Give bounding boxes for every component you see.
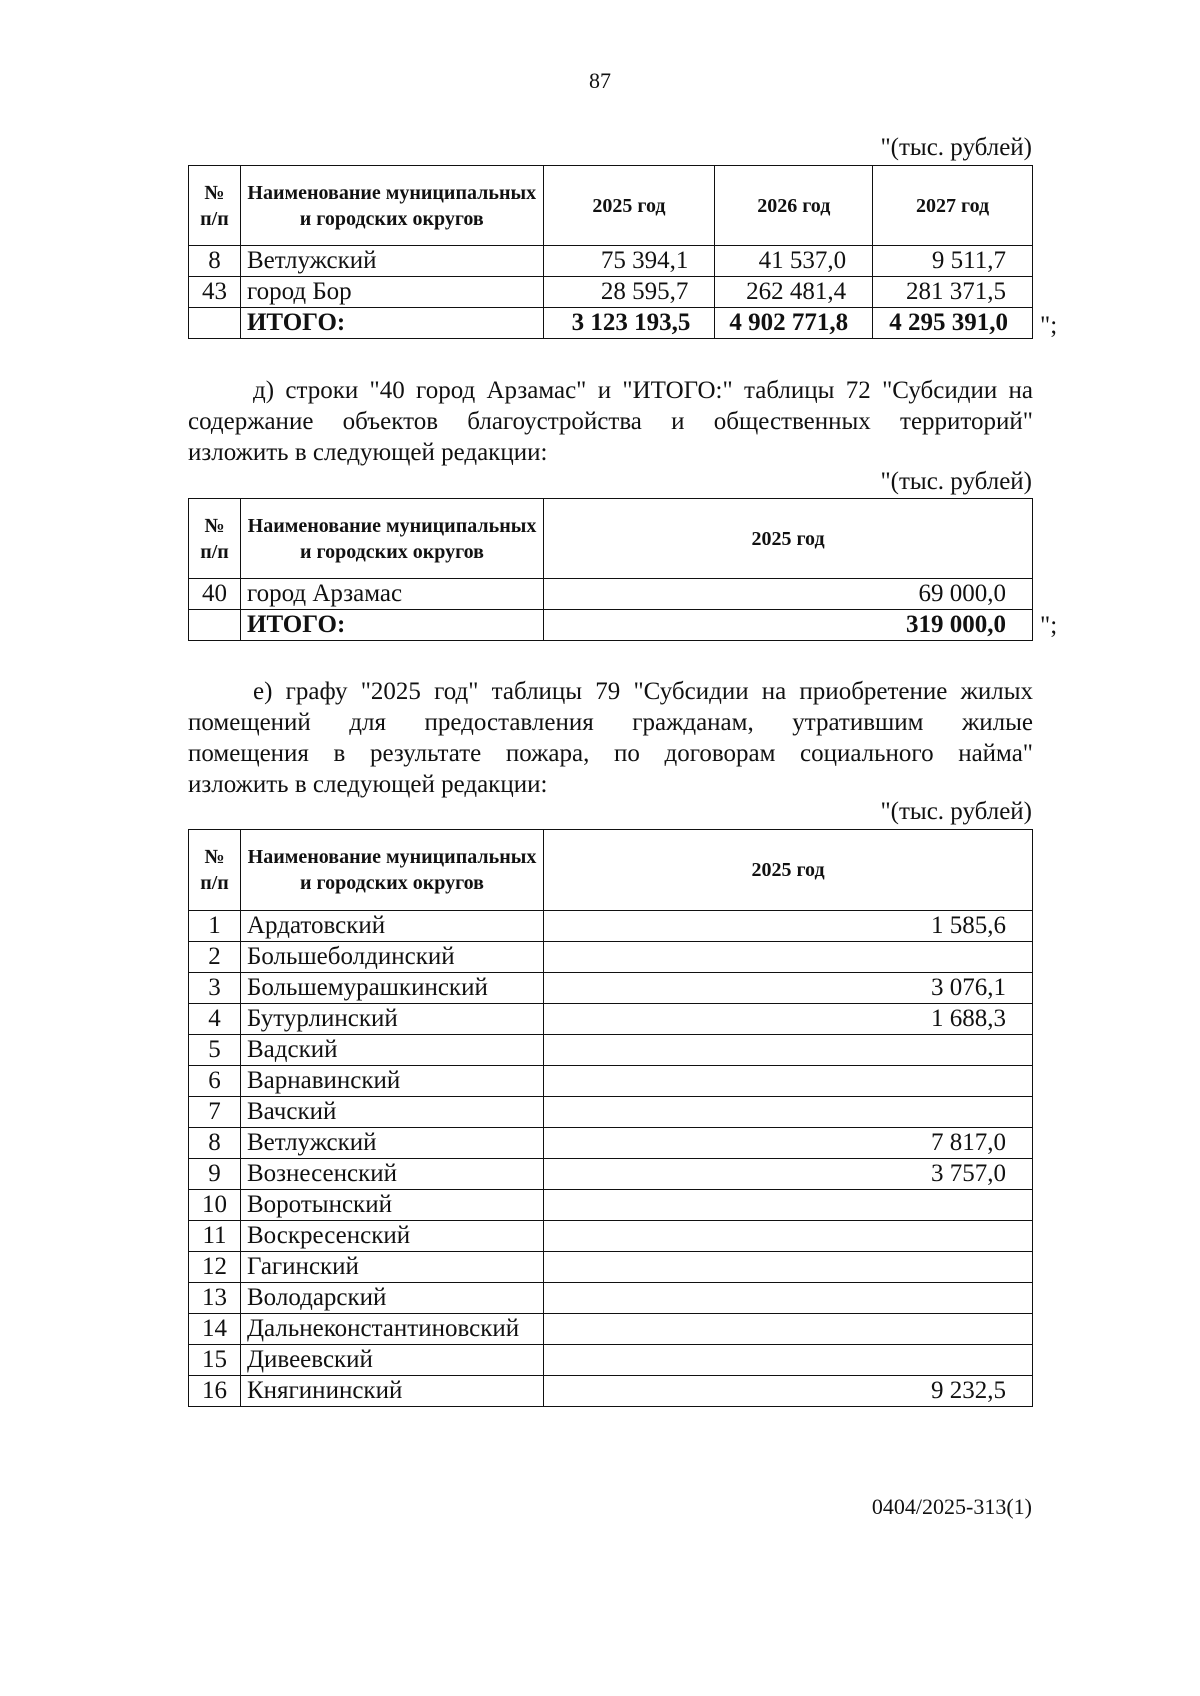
table-row xyxy=(189,1283,1033,1314)
row-num: 16 xyxy=(189,1376,241,1407)
row-2025 xyxy=(544,1035,1033,1066)
row-num: 6 xyxy=(189,1066,241,1097)
row-2025 xyxy=(544,1221,1033,1252)
total-2026: 4 902 771,8 xyxy=(715,308,873,339)
row-num: 1 xyxy=(189,911,241,942)
row-2025: 28 595,7 xyxy=(543,277,715,308)
unit-label: "(тыс. рублей) xyxy=(880,134,1032,161)
close-mark: "; xyxy=(1040,612,1058,639)
header-name: Наименование муниципальных и городских округов xyxy=(241,499,544,579)
table-row xyxy=(189,1376,1033,1407)
table-1 xyxy=(188,165,1033,339)
row-2025: 1 688,3 xyxy=(544,1004,1033,1035)
table-row xyxy=(189,973,1033,1004)
header-2025: 2025 год xyxy=(543,166,715,246)
row-name: Ардатовский xyxy=(241,911,544,942)
table-row xyxy=(189,911,1033,942)
row-name: Варнавинский xyxy=(241,1066,544,1097)
table-row xyxy=(189,1252,1033,1283)
total-label: ИТОГО: xyxy=(241,610,544,641)
row-name: Дальнеконстантиновский xyxy=(241,1314,544,1345)
row-2025 xyxy=(544,1345,1033,1376)
row-2026: 41 537,0 xyxy=(715,246,873,277)
unit-label: "(тыс. рублей) xyxy=(880,468,1032,495)
header-name: Наименование муниципальных и городских округов xyxy=(241,830,544,911)
paragraph-line: помещений для предоставления гражданам, утратившим жилые xyxy=(188,709,1033,736)
table-row xyxy=(189,1097,1033,1128)
row-2025 xyxy=(544,1097,1033,1128)
row-name: город Арзамас xyxy=(241,579,544,610)
row-num: 40 xyxy=(189,579,241,610)
paragraph-e xyxy=(188,676,1033,800)
row-name: Ветлужский xyxy=(241,1128,544,1159)
row-num: 4 xyxy=(189,1004,241,1035)
paragraph-line: содержание объектов благоустройства и общественных территорий" xyxy=(188,408,1033,435)
row-num: 7 xyxy=(189,1097,241,1128)
header-num: № п/п xyxy=(189,499,241,579)
table-row xyxy=(189,1345,1033,1376)
row-name: город Бор xyxy=(240,277,543,308)
row-num: 13 xyxy=(189,1283,241,1314)
document-code: 0404/2025-313(1) xyxy=(871,1494,1032,1519)
header-2025: 2025 год xyxy=(544,830,1033,911)
table-row xyxy=(189,246,1033,277)
table-row xyxy=(189,579,1033,610)
row-num: 8 xyxy=(189,1128,241,1159)
paragraph-line: помещения в результате пожара, по договорам социального найма" xyxy=(188,740,1033,767)
row-2025 xyxy=(544,1252,1033,1283)
page-number: 87 xyxy=(589,68,611,93)
table-row xyxy=(189,1035,1033,1066)
table-row xyxy=(189,942,1033,973)
total-row xyxy=(189,610,1033,641)
total-2025: 319 000,0 xyxy=(544,610,1033,641)
row-name: Гагинский xyxy=(241,1252,544,1283)
row-num: 9 xyxy=(189,1159,241,1190)
paragraph-line: изложить в следующей редакции: xyxy=(188,439,548,466)
row-num: 15 xyxy=(189,1345,241,1376)
row-2025: 7 817,0 xyxy=(544,1128,1033,1159)
row-name: Княгининский xyxy=(241,1376,544,1407)
table-row xyxy=(189,1128,1033,1159)
table-row xyxy=(189,1221,1033,1252)
row-2025: 3 076,1 xyxy=(544,973,1033,1004)
row-2025: 75 394,1 xyxy=(543,246,715,277)
header-2026: 2026 год xyxy=(715,166,873,246)
row-2025: 9 232,5 xyxy=(544,1376,1033,1407)
row-2025: 69 000,0 xyxy=(544,579,1033,610)
total-row xyxy=(189,308,1033,339)
paragraph-line: изложить в следующей редакции: xyxy=(188,771,548,798)
row-name: Воскресенский xyxy=(241,1221,544,1252)
row-2025: 1 585,6 xyxy=(544,911,1033,942)
row-2025 xyxy=(544,1283,1033,1314)
row-2025: 3 757,0 xyxy=(544,1159,1033,1190)
row-num: 43 xyxy=(189,277,241,308)
row-2025 xyxy=(544,1314,1033,1345)
table-2 xyxy=(188,498,1033,641)
table-row xyxy=(189,1066,1033,1097)
table-3 xyxy=(188,829,1033,1407)
paragraph-d xyxy=(188,375,1033,468)
row-2025 xyxy=(544,1190,1033,1221)
row-num: 14 xyxy=(189,1314,241,1345)
paragraph-line: е) графу "2025 год" таблицы 79 "Субсидии на приобретение жилых xyxy=(253,678,1033,705)
row-2025 xyxy=(544,1066,1033,1097)
row-num: 10 xyxy=(189,1190,241,1221)
row-name: Вознесенский xyxy=(241,1159,544,1190)
row-num: 5 xyxy=(189,1035,241,1066)
row-2025 xyxy=(544,942,1033,973)
row-name: Вадский xyxy=(241,1035,544,1066)
row-name: Дивеевский xyxy=(241,1345,544,1376)
row-num: 8 xyxy=(189,246,241,277)
header-num: № п/п xyxy=(189,166,241,246)
row-2027: 281 371,5 xyxy=(873,277,1033,308)
total-label: ИТОГО: xyxy=(240,308,543,339)
table-row xyxy=(189,277,1033,308)
table-row xyxy=(189,1314,1033,1345)
row-num: 3 xyxy=(189,973,241,1004)
total-2027: 4 295 391,0 xyxy=(873,308,1033,339)
close-mark: "; xyxy=(1040,312,1058,339)
table-row xyxy=(189,1004,1033,1035)
row-name: Володарский xyxy=(241,1283,544,1314)
row-num: 12 xyxy=(189,1252,241,1283)
row-num: 2 xyxy=(189,942,241,973)
row-name: Ветлужский xyxy=(240,246,543,277)
paragraph-line: д) строки "40 город Арзамас" и "ИТОГО:" таблицы 72 "Субсидии на xyxy=(253,377,1033,404)
row-name: Большемурашкинский xyxy=(241,973,544,1004)
table-row xyxy=(189,1159,1033,1190)
row-name: Вачский xyxy=(241,1097,544,1128)
row-num: 11 xyxy=(189,1221,241,1252)
header-2027: 2027 год xyxy=(873,166,1033,246)
row-name: Воротынский xyxy=(241,1190,544,1221)
total-2025: 3 123 193,5 xyxy=(543,308,715,339)
row-name: Большеболдинский xyxy=(241,942,544,973)
header-num: № п/п xyxy=(189,830,241,911)
row-name: Бутурлинский xyxy=(241,1004,544,1035)
header-name: Наименование муниципальных и городских округов xyxy=(240,166,543,246)
unit-label: "(тыс. рублей) xyxy=(880,798,1032,825)
table-row xyxy=(189,1190,1033,1221)
row-2026: 262 481,4 xyxy=(715,277,873,308)
header-2025: 2025 год xyxy=(544,499,1033,579)
row-2027: 9 511,7 xyxy=(873,246,1033,277)
